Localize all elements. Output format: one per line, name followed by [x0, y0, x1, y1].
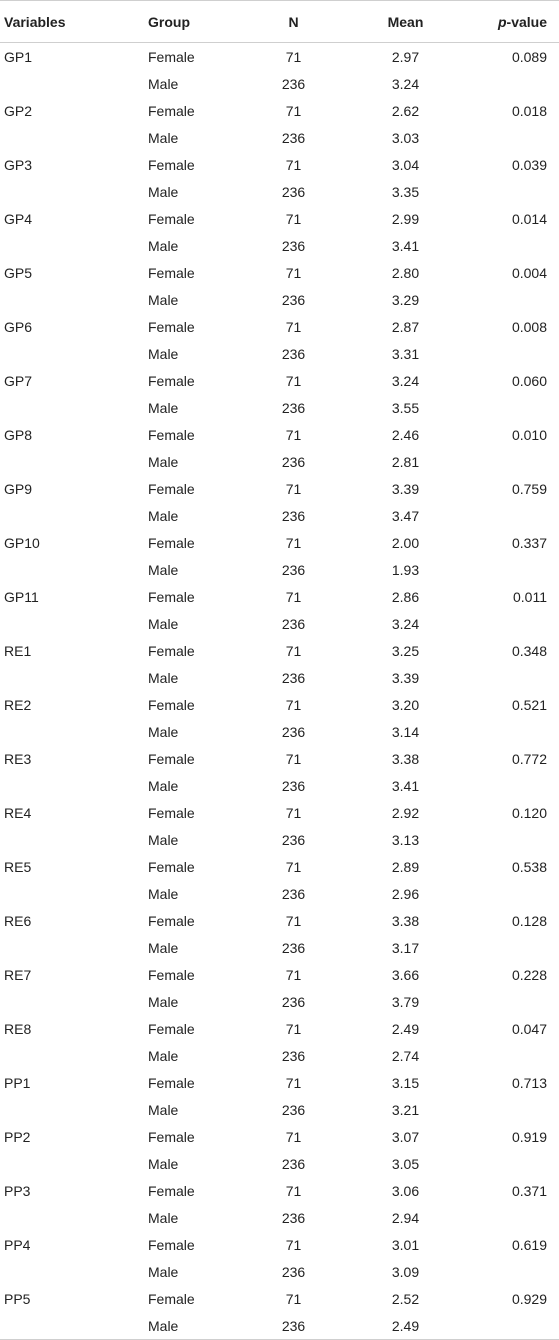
mean-cell: 2.49 — [391, 1021, 420, 1037]
variable-cell: RE3 — [4, 751, 32, 767]
table-row — [0, 313, 559, 341]
header-pvalue — [466, 1, 559, 43]
variable-cell: RE1 — [4, 643, 32, 659]
variable-cell: GP10 — [4, 535, 40, 551]
group-cell: Female — [148, 535, 195, 551]
group-cell: Male — [148, 76, 179, 92]
variable-cell: RE8 — [4, 1021, 32, 1037]
table-row — [0, 233, 559, 259]
variable-cell-empty — [0, 1259, 148, 1285]
n-cell: 71 — [285, 1129, 302, 1145]
group-cell: Female — [148, 49, 195, 65]
header-row — [0, 1, 559, 43]
pvalue-cell: 0.337 — [511, 535, 547, 551]
mean-cell: 3.35 — [391, 184, 420, 200]
pvalue-cell: 0.089 — [511, 49, 547, 65]
n-cell: 236 — [281, 832, 306, 848]
n-cell: 71 — [285, 427, 302, 443]
group-cell: Male — [148, 238, 179, 254]
pvalue-cell: 0.060 — [511, 373, 547, 389]
header-group: Group — [148, 1, 242, 43]
table-row — [0, 125, 559, 151]
n-cell: 236 — [281, 994, 306, 1010]
variable-cell-empty — [0, 233, 148, 259]
n-cell: 71 — [285, 319, 302, 335]
group-cell: Female — [148, 319, 195, 335]
n-cell: 236 — [281, 616, 306, 632]
table-row — [0, 395, 559, 421]
mean-cell: 3.29 — [391, 292, 420, 308]
variable-cell: RE2 — [4, 697, 32, 713]
group-cell: Male — [148, 1048, 179, 1064]
pvalue-cell-empty — [466, 827, 559, 853]
table-row — [0, 935, 559, 961]
mean-cell: 2.49 — [345, 1313, 466, 1340]
variable-cell-empty — [0, 881, 148, 907]
variable-cell-empty — [0, 125, 148, 151]
header-variables: Variables — [0, 1, 148, 43]
mean-cell: 3.38 — [391, 751, 420, 767]
table-row — [0, 1151, 559, 1177]
table-row — [0, 179, 559, 205]
mean-cell: 2.87 — [391, 319, 420, 335]
mean-cell: 3.41 — [391, 778, 420, 794]
group-cell: Male — [148, 832, 179, 848]
table-row — [0, 529, 559, 557]
pvalue-cell: 0.538 — [511, 859, 547, 875]
variable-cell: GP8 — [4, 427, 33, 443]
n-cell: 71 — [285, 967, 302, 983]
table-row — [0, 745, 559, 773]
table-row — [0, 1177, 559, 1205]
group-cell: Female — [148, 1291, 195, 1307]
n-cell: 236 — [242, 1313, 345, 1340]
pvalue-cell: 0.120 — [511, 805, 547, 821]
mean-cell: 2.80 — [391, 265, 420, 281]
mean-cell: 3.04 — [391, 157, 420, 173]
pvalue-cell-empty — [466, 233, 559, 259]
n-cell: 71 — [285, 805, 302, 821]
group-cell: Male — [148, 508, 179, 524]
table-row — [0, 1231, 559, 1259]
n-cell: 71 — [285, 697, 302, 713]
variable-cell-empty — [0, 827, 148, 853]
table-row — [0, 1069, 559, 1097]
group-cell: Male — [148, 670, 179, 686]
table-row — [0, 853, 559, 881]
n-cell: 71 — [285, 103, 302, 119]
table-row — [0, 97, 559, 125]
group-cell: Male — [148, 886, 179, 902]
mean-cell: 2.81 — [391, 454, 420, 470]
pvalue-cell: 0.039 — [511, 157, 547, 173]
mean-cell: 2.89 — [391, 859, 420, 875]
group-cell: Male — [148, 1156, 179, 1172]
mean-cell: 2.96 — [391, 886, 420, 902]
pvalue-cell-empty — [466, 665, 559, 691]
mean-cell: 2.00 — [391, 535, 420, 551]
n-cell: 71 — [285, 481, 302, 497]
n-cell: 236 — [281, 1156, 306, 1172]
table-row — [0, 503, 559, 529]
n-cell: 236 — [281, 400, 306, 416]
group-cell: Female — [148, 1183, 195, 1199]
n-cell: 236 — [281, 1264, 306, 1280]
variable-cell-empty — [0, 1205, 148, 1231]
variable-cell: RE6 — [4, 913, 32, 929]
table-row — [0, 1259, 559, 1285]
n-cell: 71 — [285, 211, 302, 227]
mean-cell: 3.14 — [391, 724, 420, 740]
variable-cell-empty — [0, 71, 148, 97]
group-cell: Male — [148, 778, 179, 794]
group-cell: Female — [148, 859, 195, 875]
mean-cell: 3.09 — [391, 1264, 420, 1280]
variable-cell: GP3 — [4, 157, 33, 173]
variable-cell-empty — [0, 1097, 148, 1123]
table-row — [0, 1043, 559, 1069]
group-cell: Male — [148, 724, 179, 740]
variable-cell-empty — [0, 719, 148, 745]
group-cell: Male — [148, 940, 179, 956]
variable-cell-empty — [0, 395, 148, 421]
mean-cell: 2.74 — [391, 1048, 420, 1064]
mean-cell: 2.86 — [391, 589, 420, 605]
n-cell: 236 — [281, 670, 306, 686]
n-cell: 236 — [281, 184, 306, 200]
table-row — [0, 961, 559, 989]
variable-cell-empty — [0, 341, 148, 367]
variable-cell: PP5 — [4, 1291, 31, 1307]
group-cell: Female — [148, 211, 195, 227]
pvalue-cell: 0.014 — [511, 211, 547, 227]
variable-cell-empty — [0, 287, 148, 313]
n-cell: 236 — [281, 238, 306, 254]
pvalue-cell: 0.128 — [511, 913, 547, 929]
n-cell: 236 — [281, 724, 306, 740]
table-row — [0, 287, 559, 313]
n-cell: 236 — [281, 940, 306, 956]
mean-cell: 2.97 — [391, 49, 420, 65]
group-cell: Female — [148, 697, 195, 713]
variable-cell: GP1 — [4, 49, 33, 65]
group-cell: Female — [148, 751, 195, 767]
table-row — [0, 205, 559, 233]
pvalue-cell: 0.008 — [511, 319, 547, 335]
variable-cell-empty — [0, 503, 148, 529]
table-row — [0, 557, 559, 583]
group-cell: Male — [148, 130, 179, 146]
variable-cell-empty — [0, 557, 148, 583]
pvalue-cell-empty — [466, 503, 559, 529]
pvalue-cell-empty — [466, 179, 559, 205]
mean-cell: 3.25 — [391, 643, 420, 659]
pvalue-cell-empty — [466, 287, 559, 313]
mean-cell: 3.31 — [391, 346, 420, 362]
group-cell: Male — [148, 994, 179, 1010]
group-cell: Female — [148, 1129, 195, 1145]
pvalue-cell: 0.010 — [511, 427, 547, 443]
group-cell: Female — [148, 643, 195, 659]
n-cell: 236 — [281, 130, 306, 146]
group-cell: Male — [148, 1313, 242, 1340]
n-cell: 236 — [281, 508, 306, 524]
n-cell: 71 — [285, 1075, 302, 1091]
group-cell: Male — [148, 454, 179, 470]
variable-cell-empty — [0, 935, 148, 961]
pvalue-cell-empty — [466, 71, 559, 97]
mean-cell: 2.62 — [391, 103, 420, 119]
pvalue-cell-empty — [466, 773, 559, 799]
table-row — [0, 43, 559, 72]
pvalue-cell-empty — [466, 881, 559, 907]
mean-cell: 3.13 — [391, 832, 420, 848]
n-cell: 71 — [285, 751, 302, 767]
table-row — [0, 637, 559, 665]
group-cell: Female — [148, 481, 195, 497]
pvalue-cell: 0.619 — [511, 1237, 547, 1253]
mean-cell: 3.39 — [391, 481, 420, 497]
variable-cell-empty — [0, 179, 148, 205]
group-cell: Female — [148, 589, 195, 605]
mean-cell: 3.41 — [391, 238, 420, 254]
group-cell: Male — [148, 616, 179, 632]
group-cell: Male — [148, 400, 179, 416]
pvalue-cell-empty — [466, 1097, 559, 1123]
pvalue-cell: 0.348 — [511, 643, 547, 659]
table-row — [0, 611, 559, 637]
table-row — [0, 665, 559, 691]
pvalue-cell-empty — [466, 125, 559, 151]
pvalue-cell-empty — [466, 989, 559, 1015]
table-row — [0, 475, 559, 503]
header-pvalue-italic: p — [497, 13, 507, 30]
pvalue-cell-empty — [466, 611, 559, 637]
table-row — [0, 1205, 559, 1231]
pvalue-cell: 0.919 — [511, 1129, 547, 1145]
pvalue-cell-empty — [466, 935, 559, 961]
pvalue-cell: 0.004 — [511, 265, 547, 281]
group-cell: Male — [148, 1210, 179, 1226]
table-row — [0, 1015, 559, 1043]
pvalue-cell: 0.929 — [511, 1291, 547, 1307]
variable-cell: GP9 — [4, 481, 33, 497]
table-row — [0, 71, 559, 97]
n-cell: 236 — [281, 76, 306, 92]
mean-cell: 3.55 — [391, 400, 420, 416]
group-cell: Male — [148, 346, 179, 362]
n-cell: 71 — [285, 49, 302, 65]
n-cell: 71 — [285, 589, 302, 605]
variable-cell-empty — [0, 1043, 148, 1069]
n-cell: 236 — [281, 886, 306, 902]
header-n: N — [242, 1, 345, 43]
n-cell: 71 — [285, 1021, 302, 1037]
n-cell: 71 — [285, 157, 302, 173]
mean-cell: 3.24 — [391, 76, 420, 92]
n-cell: 236 — [281, 1048, 306, 1064]
variable-cell: PP2 — [4, 1129, 31, 1145]
group-cell: Female — [148, 1237, 195, 1253]
pvalue-cell: 0.759 — [511, 481, 547, 497]
group-cell: Female — [148, 1021, 195, 1037]
table-row — [0, 719, 559, 745]
mean-cell: 3.24 — [391, 616, 420, 632]
pvalue-cell-empty — [466, 1043, 559, 1069]
table-row — [0, 907, 559, 935]
group-cell: Male — [148, 1264, 179, 1280]
pvalue-cell-empty — [466, 1205, 559, 1231]
group-cell: Male — [148, 184, 179, 200]
n-cell: 236 — [281, 778, 306, 794]
variable-cell: PP1 — [4, 1075, 31, 1091]
group-cell: Male — [148, 292, 179, 308]
pvalue-cell: 0.047 — [511, 1021, 547, 1037]
mean-cell: 1.93 — [391, 562, 420, 578]
mean-cell: 3.47 — [391, 508, 420, 524]
variable-cell: PP4 — [4, 1237, 31, 1253]
mean-cell: 3.07 — [391, 1129, 420, 1145]
mean-cell: 3.38 — [391, 913, 420, 929]
pvalue-cell: 0.772 — [511, 751, 547, 767]
pvalue-cell-empty — [466, 1259, 559, 1285]
variable-cell: GP4 — [4, 211, 33, 227]
table-header — [0, 1, 559, 43]
n-cell: 236 — [281, 454, 306, 470]
pvalue-cell: 0.713 — [511, 1075, 547, 1091]
n-cell: 236 — [281, 1210, 306, 1226]
group-cell: Female — [148, 265, 195, 281]
variable-cell: RE5 — [4, 859, 32, 875]
mean-cell: 3.15 — [391, 1075, 420, 1091]
n-cell: 71 — [285, 373, 302, 389]
mean-cell: 3.21 — [391, 1102, 420, 1118]
mean-cell: 3.05 — [391, 1156, 420, 1172]
variable-cell: GP6 — [4, 319, 33, 335]
variable-cell: GP2 — [4, 103, 33, 119]
variable-cell-empty — [0, 449, 148, 475]
table-body — [0, 43, 559, 1340]
table-row — [0, 1285, 559, 1313]
table-row — [0, 773, 559, 799]
table-row — [0, 259, 559, 287]
variable-cell: RE4 — [4, 805, 32, 821]
n-cell: 71 — [285, 1237, 302, 1253]
mean-cell: 3.79 — [391, 994, 420, 1010]
table-row — [0, 151, 559, 179]
mean-cell: 3.03 — [391, 130, 420, 146]
pvalue-cell: 0.228 — [511, 967, 547, 983]
n-cell: 71 — [285, 1183, 302, 1199]
n-cell: 236 — [281, 562, 306, 578]
group-cell: Female — [148, 157, 195, 173]
table-row — [0, 1123, 559, 1151]
variable-cell: GP7 — [4, 373, 33, 389]
mean-cell: 2.94 — [391, 1210, 420, 1226]
header-mean: Mean — [345, 1, 466, 43]
mean-cell: 3.06 — [391, 1183, 420, 1199]
header-pvalue-suffix: -value — [506, 13, 547, 30]
n-cell: 71 — [285, 859, 302, 875]
group-cell: Female — [148, 373, 195, 389]
pvalue-cell: 0.018 — [511, 103, 547, 119]
n-cell: 71 — [285, 535, 302, 551]
table-row — [0, 799, 559, 827]
variable-cell-empty — [0, 773, 148, 799]
n-cell: 236 — [281, 1102, 306, 1118]
group-cell: Female — [148, 967, 195, 983]
variable-cell: RE7 — [4, 967, 32, 983]
table-row — [0, 421, 559, 449]
pvalue-cell-empty — [466, 341, 559, 367]
pvalue-cell-empty — [466, 557, 559, 583]
group-cell: Female — [148, 913, 195, 929]
table-row — [0, 827, 559, 853]
group-cell: Female — [148, 1075, 195, 1091]
pvalue-cell: 0.011 — [513, 589, 547, 605]
variable-cell-empty — [0, 1151, 148, 1177]
mean-cell: 3.24 — [391, 373, 420, 389]
variable-cell-empty — [0, 989, 148, 1015]
mean-cell: 3.20 — [391, 697, 420, 713]
n-cell: 236 — [281, 346, 306, 362]
pvalue-cell-empty — [466, 449, 559, 475]
pvalue-cell-empty — [466, 395, 559, 421]
mean-cell: 2.46 — [391, 427, 420, 443]
group-cell: Female — [148, 427, 195, 443]
group-cell: Female — [148, 103, 195, 119]
n-cell: 71 — [285, 643, 302, 659]
table-row — [0, 881, 559, 907]
n-cell: 71 — [285, 265, 302, 281]
table-row — [0, 583, 559, 611]
mean-cell: 2.52 — [391, 1291, 420, 1307]
group-cell: Male — [148, 562, 179, 578]
variable-cell-empty — [0, 611, 148, 637]
variable-cell: PP3 — [4, 1183, 31, 1199]
table-row — [0, 449, 559, 475]
pvalue-cell: 0.371 — [511, 1183, 547, 1199]
n-cell: 236 — [281, 292, 306, 308]
variable-cell: GP5 — [4, 265, 33, 281]
pvalue-cell-empty — [466, 1151, 559, 1177]
table-row — [0, 341, 559, 367]
variable-cell: GP11 — [4, 589, 39, 605]
table-row — [0, 1097, 559, 1123]
group-cell: Male — [148, 1102, 179, 1118]
n-cell: 71 — [285, 1291, 302, 1307]
n-cell: 71 — [285, 913, 302, 929]
mean-cell: 2.99 — [391, 211, 420, 227]
table-row — [0, 989, 559, 1015]
mean-cell: 3.39 — [391, 670, 420, 686]
mean-cell: 3.17 — [391, 940, 420, 956]
table-row — [0, 691, 559, 719]
pvalue-cell: 0.521 — [511, 697, 547, 713]
variable-cell-empty — [0, 665, 148, 691]
mean-cell: 3.66 — [391, 967, 420, 983]
mean-cell: 2.92 — [391, 805, 420, 821]
table-row — [0, 367, 559, 395]
pvalue-cell-empty — [466, 719, 559, 745]
group-cell: Female — [148, 805, 195, 821]
mean-cell: 3.01 — [391, 1237, 420, 1253]
